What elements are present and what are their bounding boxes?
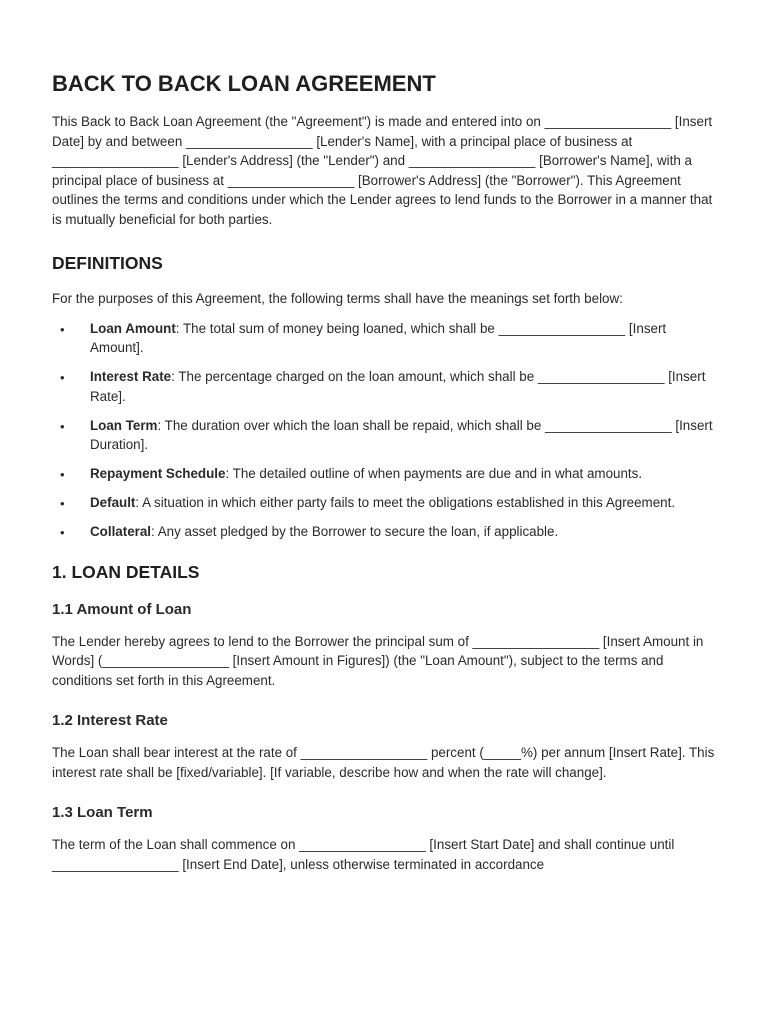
- definitions-intro: For the purposes of this Agreement, the following terms shall have the meanings set forth below:: [52, 291, 623, 306]
- subsection-text: The Loan shall bear interest at the rate of _________________ percent (_____%) per annum [Insert Rate]. This interest rate shall be [fixed/variable]. [If variable, describe how and when the rate will change].: [52, 745, 715, 780]
- definition-item-collateral: [52, 522, 720, 542]
- definition-text: : The duration over which the loan shall be repaid, which shall be _________________ [Insert Duration].: [90, 417, 713, 452]
- definitions-heading: DEFINITIONS: [52, 253, 163, 273]
- definition-term: Loan Amount: [90, 320, 176, 336]
- document-page: [52, 68, 720, 874]
- subsection-text: The Lender hereby agrees to lend to the Borrower the principal sum of _________________ [Insert Amount in Words] (_________________ [Insert Amount in Figures]) (the "Loan Amount"), subject to the terms and conditions set forth in this Agreement.: [52, 633, 704, 688]
- subsection-heading: 1.2 Interest Rate: [52, 712, 168, 729]
- loan-details-heading: 1. LOAN DETAILS: [52, 561, 200, 582]
- definition-term: Collateral: [90, 524, 152, 539]
- definition-text: : Any asset pledged by the Borrower to secure the loan, if applicable.: [151, 524, 559, 539]
- definition-text: : A situation in which either party fails to meet the obligations established in this Agreement.: [135, 495, 676, 510]
- definition-item-repayment-schedule: [52, 464, 720, 484]
- subsection-heading: 1.1 Amount of Loan: [52, 600, 192, 618]
- definition-text: : The percentage charged on the loan amount, which shall be _________________ [Insert Rate].: [90, 369, 706, 404]
- definition-item-default: [52, 493, 720, 513]
- subsection-loan-term: [52, 802, 720, 874]
- subsection-heading: 1.3 Loan Term: [52, 804, 153, 821]
- definition-term: Default: [90, 495, 136, 510]
- definition-item-loan-term: [52, 416, 720, 455]
- definition-item-loan-amount: [52, 319, 720, 358]
- bullet-icon: •: [60, 525, 65, 540]
- bullet-icon: •: [60, 418, 65, 434]
- bullet-icon: •: [60, 467, 65, 482]
- definition-text: : The total sum of money being loaned, which shall be _________________ [Insert Amount].: [90, 320, 667, 355]
- definition-text: : The detailed outline of when payments are due and in what amounts.: [225, 466, 643, 481]
- definitions-list: [52, 319, 720, 542]
- definition-term: Repayment Schedule: [90, 466, 226, 481]
- bullet-icon: •: [60, 321, 65, 337]
- intro-paragraph: This Back to Back Loan Agreement (the "Agreement") is made and entered into on _________________ [Insert Date] by and between _________________ [Lender's Name], with a principal place of business at _________________ [Lender's Address] (the "Lender") and _________________ [Borrower's Name], with a principal place of business at _________________ [Borrower's Address] (the "Borrower"). This Agreement outlines the terms and conditions under which the Lender agrees to lend funds to the Borrower in a manner that is mutually beneficial for both parties.: [52, 114, 713, 227]
- bullet-icon: •: [60, 496, 65, 511]
- subsection-text: The term of the Loan shall commence on _________________ [Insert Start Date] and shall continue until _________________ [Insert End Date], unless otherwise terminated in accordance: [52, 837, 675, 872]
- definition-item-interest-rate: [52, 367, 720, 406]
- bullet-icon: •: [60, 370, 65, 385]
- subsection-amount-of-loan: [52, 599, 720, 691]
- definition-term: Interest Rate: [90, 369, 172, 384]
- definition-term: Loan Term: [90, 417, 158, 433]
- subsection-interest-rate: [52, 710, 720, 782]
- document-title: BACK TO BACK LOAN AGREEMENT: [52, 71, 436, 96]
